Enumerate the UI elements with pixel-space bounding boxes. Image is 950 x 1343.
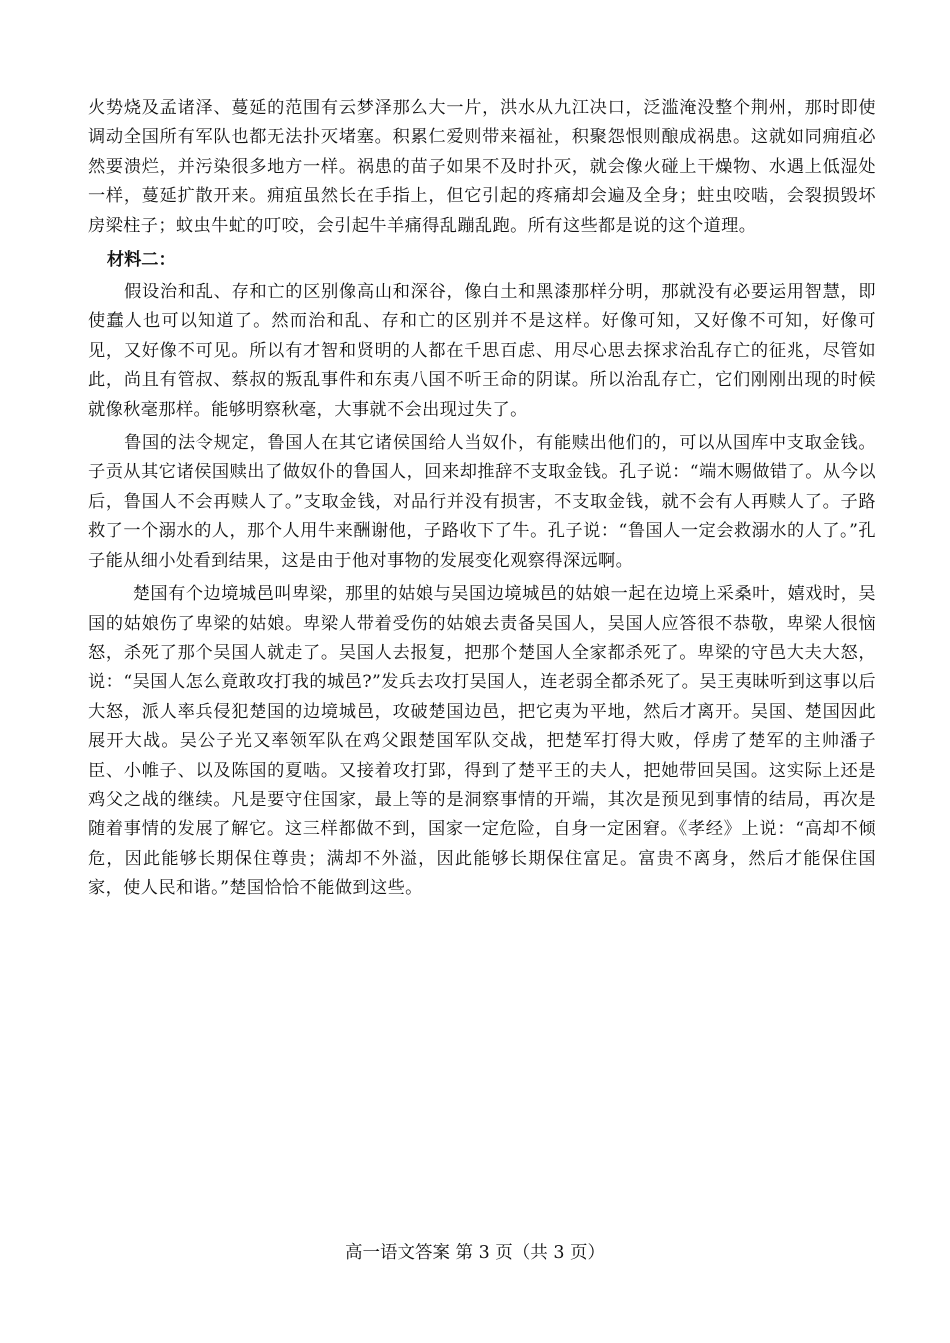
paragraph-continuation: 火势烧及孟诸泽、蔓延的范围有云梦泽那么大一片，洪水从九江决口，泛滥淹没整个荆州，那时即使调动全国所有军队也都无法扑灭堵塞。积累仁爱则带来福祉，积聚怨恨则酿成祸患。这就如同痈疽必然要溃烂，并污染很多地方一样。祸患的苗子如果不及时扑灭，就会像火碰上干燥物、水遇上低湿处一样，蔓延扩散开来。痈疽虽然长在手指上，但它引起的疼痛却会遍及全身；蛀虫咬啮，会裂损毁坏房梁柱子；蚊虫牛虻的叮咬，会引起牛羊痛得乱蹦乱跑。所有这些都是说的这个道理。 <box>88 98 876 236</box>
paragraph-lu-law: 鲁国的法令规定，鲁国人在其它诸侯国给人当奴仆，有能赎出他们的，可以从国库中支取金钱。子贡从其它诸侯国赎出了做奴仆的鲁国人，回来却推辞不支取金钱。孔子说：“端木赐做错了。从今以后，鲁国人不会再赎人了。”支取金钱，对品行并没有损害，不支取金钱，就不会有人再赎人了。子路救了一个溺水的人，那个人用牛来酬谢他，子路收下了牛。孔子说：“鲁国人一定会救溺水的人了。”孔子能从细小处看到结果，这是由于他对事物的发展变化观察得深远啊。 <box>88 433 876 571</box>
paragraph-chu-story: 楚国有个边境城邑叫卑梁，那里的姑娘与吴国边境城邑的姑娘一起在边境上采桑叶，嬉戏时，吴国的姑娘伤了卑梁的姑娘。卑梁人带着受伤的姑娘去责备吴国人，吴国人应答很不恭敬，卑梁人很恼怒，杀死了那个吴国人就走了。吴国人去报复，把那个楚国人全家都杀死了。卑梁的守邑大夫大怒，说：“吴国人怎么竟敢攻打我的城邑?”发兵去攻打吴国人，连老弱全都杀死了。吴王夷昧听到这事以后大怒，派人率兵侵犯楚国的边境城邑，攻破楚国边邑，把它夷为平地，然后才离开。吴国、楚国因此展开大战。吴公子光又率领军队在鸡父跟楚国军队交战，把楚军打得大败，俘虏了楚军的主帅潘子臣、小帷子、以及陈国的夏啮。又接着攻打郢，得到了楚平王的夫人，把她带回吴国。这实际上还是鸡父之战的继续。凡是要守住国家，最上等的是洞察事情的开端，其次是预见到事情的结局，再次是随着事情的发展了解它。这三样都做不到，国家一定危险，自身一定困窘。《孝经》上说：“高却不倾危，因此能够长期保住尊贵；满却不外溢，因此能够长期保住富足。富贵不离身，然后才能保住国家，使人民和谐。”楚国恰恰不能做到这些。 <box>88 584 876 899</box>
paragraph-governance: 假设治和乱、存和亡的区别像高山和深谷，像白土和黑漆那样分明，那就没有必要运用智慧，即使蠢人也可以知道了。然而治和乱、存和亡的区别并不是这样。好像可知，又好像不可知，好像可见，又好像不可见。所以有才智和贤明的人都在千思百虑、用尽心思去探求治乱存亡的征兆，尽管如此，尚且有管叔、蔡叔的叛乱事件和东夷八国不听王命的阴谋。所以治乱存亡，它们刚刚出现的时候就像秋毫那样。能够明察秋毫，大事就不会出现过失了。 <box>88 282 876 420</box>
document-body <box>88 94 876 904</box>
section-heading: 材料二： <box>106 250 176 271</box>
page-footer: 高一语文答案 第 3 页（共 3 页） <box>344 1243 606 1263</box>
